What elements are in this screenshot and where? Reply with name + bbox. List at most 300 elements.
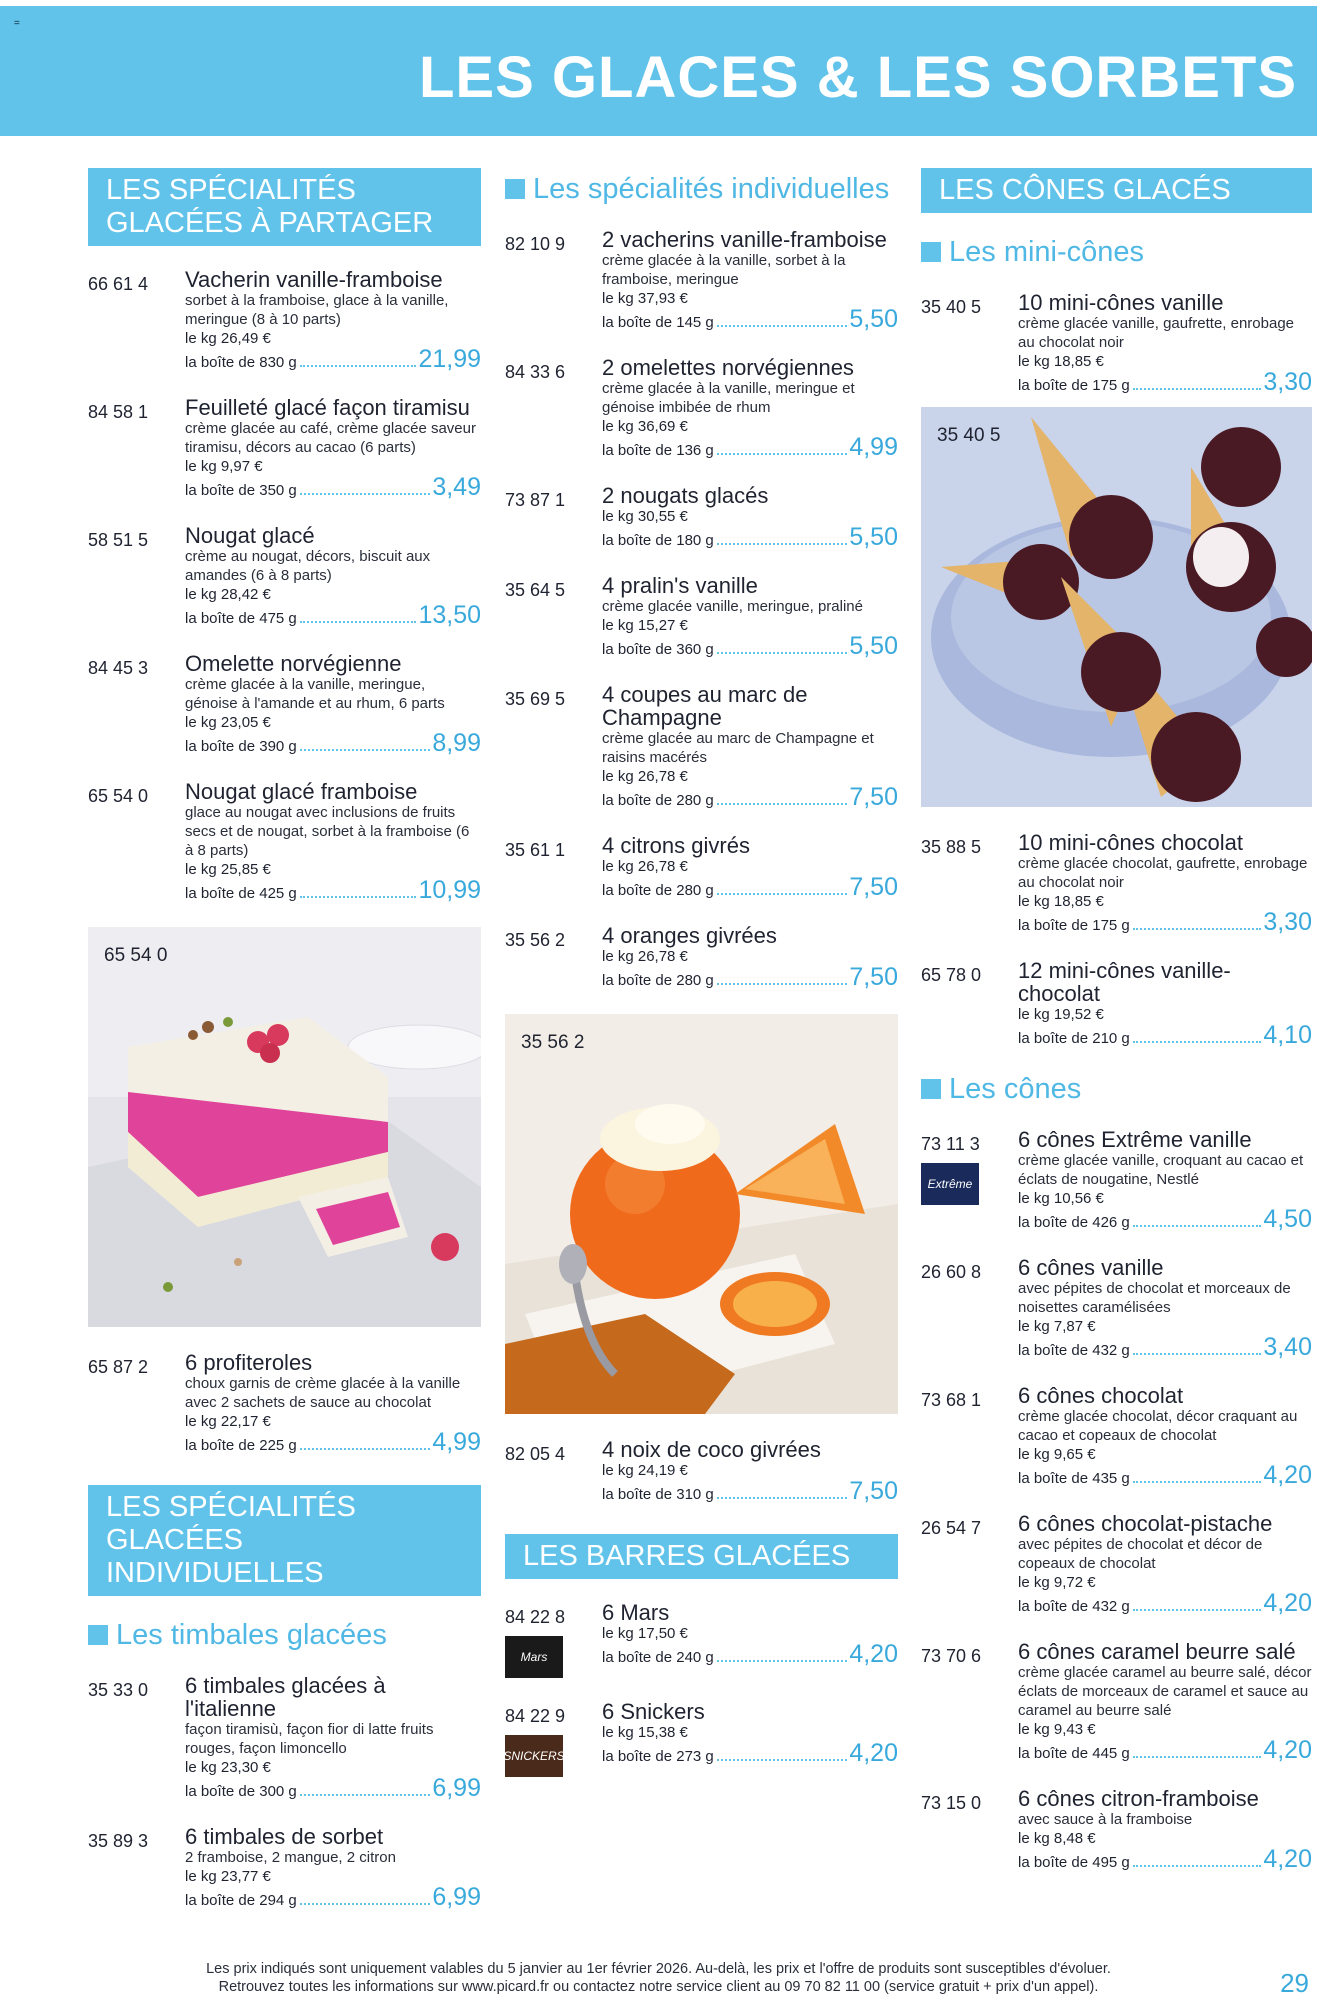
price-per-kg: le kg 15,27 € xyxy=(602,617,688,634)
product-body xyxy=(1018,1512,1312,1618)
dot-leader xyxy=(1133,388,1262,390)
product-code-cell xyxy=(505,683,602,812)
product-name: Vacherin vanille-framboise xyxy=(185,267,443,292)
corner-mark: = xyxy=(14,18,20,29)
product-body xyxy=(602,228,898,334)
bullet-square-icon xyxy=(505,179,525,199)
package-price-line xyxy=(602,632,898,661)
product-item xyxy=(505,683,898,812)
product-item xyxy=(88,1351,481,1457)
package-size: la boîte de 210 g xyxy=(1018,1030,1130,1047)
product-name: Nougat glacé framboise xyxy=(185,779,418,804)
product-price: 4,20 xyxy=(849,1739,898,1767)
price-per-kg: le kg 9,43 € xyxy=(1018,1721,1096,1738)
product-name: 4 citrons givrés xyxy=(602,833,750,858)
price-per-kg: le kg 18,85 € xyxy=(1018,353,1104,370)
product-item xyxy=(921,1384,1312,1490)
dot-leader xyxy=(300,493,431,495)
product-price: 5,50 xyxy=(849,305,898,333)
product-body xyxy=(602,924,898,992)
product-price: 4,20 xyxy=(1263,1845,1312,1873)
product-name: 2 nougats glacés xyxy=(602,483,769,508)
dot-leader xyxy=(717,543,848,545)
product-body xyxy=(185,1825,481,1912)
dot-leader xyxy=(717,1497,848,1499)
price-per-kg: le kg 26,49 € xyxy=(185,330,271,347)
product-price: 6,99 xyxy=(432,1883,481,1911)
product-list-bars xyxy=(505,1601,898,1777)
product-body xyxy=(185,1351,481,1457)
product-code-cell xyxy=(505,574,602,661)
package-price-line xyxy=(1018,1205,1312,1234)
product-body xyxy=(1018,959,1312,1050)
package-size: la boîte de 225 g xyxy=(185,1437,297,1454)
product-body xyxy=(602,484,898,552)
dot-leader xyxy=(300,1794,431,1796)
price-per-kg: le kg 22,17 € xyxy=(185,1413,271,1430)
product-code: 84 45 3 xyxy=(88,658,149,678)
product-list-mini-cones xyxy=(921,831,1312,1050)
price-per-kg: le kg 36,69 € xyxy=(602,418,688,435)
price-per-kg: le kg 19,52 € xyxy=(1018,1006,1104,1023)
product-description: crème glacée caramel au beurre salé, décor éclats de morceaux de caramel et sauce au caramel au beurre salé xyxy=(1018,1664,1312,1719)
dot-leader xyxy=(300,1903,431,1905)
product-item xyxy=(921,1640,1312,1765)
product-name: Nougat glacé xyxy=(185,523,315,548)
product-name: 2 omelettes norvégiennes xyxy=(602,355,854,380)
product-body xyxy=(185,652,481,758)
dot-leader xyxy=(717,325,848,327)
page-number: 29 xyxy=(1280,1968,1309,1998)
product-body xyxy=(1018,1128,1312,1234)
product-price: 4,50 xyxy=(1263,1205,1312,1233)
dot-leader xyxy=(1133,1609,1262,1611)
package-price-line xyxy=(602,523,898,552)
mini-cones-image xyxy=(921,407,1312,807)
orange-givree-image xyxy=(505,1014,898,1414)
product-item xyxy=(921,1512,1312,1618)
product-item xyxy=(88,268,481,374)
package-size: la boîte de 350 g xyxy=(185,482,297,499)
product-code: 35 69 5 xyxy=(505,689,566,709)
product-code: 35 61 1 xyxy=(505,840,566,860)
product-code-cell xyxy=(921,1640,1018,1765)
photo-ref-code: 65 54 0 xyxy=(104,945,168,966)
product-description: choux garnis de crème glacée à la vanille avec 2 sachets de sauce au chocolat xyxy=(185,1375,461,1411)
package-size: la boîte de 310 g xyxy=(602,1486,714,1503)
product-item xyxy=(505,1601,898,1678)
product-body xyxy=(185,524,481,630)
package-size: la boîte de 280 g xyxy=(602,972,714,989)
product-price: 6,99 xyxy=(432,1774,481,1802)
product-item xyxy=(88,396,481,502)
dot-leader xyxy=(1133,1353,1262,1355)
price-per-kg: le kg 9,65 € xyxy=(1018,1446,1096,1463)
product-code: 82 10 9 xyxy=(505,234,566,254)
product-name: 4 pralin's vanille xyxy=(602,573,758,598)
brand-logo: Mars xyxy=(505,1636,563,1678)
package-size: la boîte de 240 g xyxy=(602,1649,714,1666)
product-code-cell xyxy=(921,959,1018,1050)
product-code-cell xyxy=(921,1128,1018,1234)
product-body xyxy=(1018,831,1312,937)
product-code-cell xyxy=(505,924,602,992)
product-name: Omelette norvégienne xyxy=(185,651,402,676)
product-code: 73 68 1 xyxy=(921,1390,982,1410)
product-code: 35 89 3 xyxy=(88,1831,149,1851)
product-price: 4,20 xyxy=(1263,1736,1312,1764)
product-profiteroles xyxy=(88,1351,481,1457)
package-price-line xyxy=(185,1774,481,1803)
product-code: 84 22 9 xyxy=(505,1706,566,1726)
product-description: crème glacée vanille, meringue, praliné xyxy=(602,598,863,615)
product-price: 4,20 xyxy=(849,1640,898,1668)
product-price: 8,99 xyxy=(432,729,481,757)
product-item xyxy=(505,228,898,334)
package-price-line xyxy=(602,873,898,902)
product-price: 10,99 xyxy=(418,876,481,904)
product-name: 2 vacherins vanille-framboise xyxy=(602,227,887,252)
product-code-cell xyxy=(505,1438,602,1506)
product-body xyxy=(602,683,898,812)
product-body xyxy=(602,834,898,902)
package-price-line xyxy=(602,433,898,462)
product-item xyxy=(88,1674,481,1803)
product-description: 2 framboise, 2 mangue, 2 citron xyxy=(185,1849,396,1866)
package-size: la boîte de 145 g xyxy=(602,314,714,331)
product-price: 3,49 xyxy=(432,473,481,501)
product-price: 3,30 xyxy=(1263,368,1312,396)
product-body xyxy=(1018,1640,1312,1765)
product-name: 10 mini-cônes chocolat xyxy=(1018,830,1244,855)
product-name: 6 cônes chocolat xyxy=(1018,1383,1184,1408)
product-code-cell xyxy=(505,356,602,462)
product-name: 6 cônes caramel beurre salé xyxy=(1018,1639,1296,1664)
section-title-shared: LES SPÉCIALITÉS GLACÉES À PARTAGER xyxy=(88,168,481,246)
package-size: la boîte de 475 g xyxy=(185,610,297,627)
section-title-individual: LES SPÉCIALITÉS GLACÉES INDIVIDUELLES xyxy=(88,1485,481,1596)
product-description: crème glacée à la vanille, meringue et génoise imbibée de rhum xyxy=(602,380,855,416)
package-price-line xyxy=(602,963,898,992)
product-code-cell xyxy=(921,291,1018,397)
footer-line-1: Les prix indiqués sont uniquement valables du 5 janvier au 1er février 2026. Au-delà, les prix et l'offre de produits sont susceptibles d'évoluer. xyxy=(206,1961,1111,1977)
product-description: façon tiramisù, façon fior di latte fruits rouges, façon limoncello xyxy=(185,1721,434,1757)
product-body xyxy=(185,1674,481,1803)
photo-ref-code: 35 56 2 xyxy=(521,1032,585,1053)
product-description: crème glacée chocolat, décor craquant au cacao et copeaux de chocolat xyxy=(1018,1408,1298,1444)
product-name: 6 timbales de sorbet xyxy=(185,1824,384,1849)
product-body xyxy=(602,1438,898,1506)
product-price: 4,99 xyxy=(849,433,898,461)
product-name: 6 profiteroles xyxy=(185,1350,313,1375)
product-price: 7,50 xyxy=(849,873,898,901)
package-size: la boîte de 360 g xyxy=(602,641,714,658)
price-per-kg: le kg 26,78 € xyxy=(602,768,688,785)
product-description: crème glacée à la vanille, meringue, génoise à l'amande et au rhum, 6 parts xyxy=(185,676,445,712)
product-description: crème au nougat, décors, biscuit aux amandes (6 à 8 parts) xyxy=(185,548,431,584)
product-body xyxy=(1018,291,1312,397)
price-per-kg: le kg 28,42 € xyxy=(185,586,271,603)
product-price: 5,50 xyxy=(849,523,898,551)
dot-leader xyxy=(717,1660,848,1662)
product-description: sorbet à la framboise, glace à la vanille, meringue (8 à 10 parts) xyxy=(185,292,449,328)
price-per-kg: le kg 8,48 € xyxy=(1018,1830,1096,1847)
product-body xyxy=(185,780,481,905)
price-per-kg: le kg 9,97 € xyxy=(185,458,263,475)
package-size: la boîte de 445 g xyxy=(1018,1745,1130,1762)
product-price: 13,50 xyxy=(418,601,481,629)
product-description: crème glacée au café, crème glacée saveur tiramisu, décors au cacao (6 parts) xyxy=(185,420,476,456)
product-code: 84 22 8 xyxy=(505,1607,566,1627)
price-per-kg: le kg 23,30 € xyxy=(185,1759,271,1776)
price-per-kg: le kg 25,85 € xyxy=(185,861,271,878)
nougat-framboise-image xyxy=(88,927,481,1327)
product-price: 4,20 xyxy=(1263,1461,1312,1489)
price-per-kg: le kg 15,38 € xyxy=(602,1724,688,1741)
price-per-kg: le kg 23,77 € xyxy=(185,1868,271,1885)
product-item xyxy=(921,1128,1312,1234)
product-code: 35 56 2 xyxy=(505,930,566,950)
product-item xyxy=(88,652,481,758)
product-code-cell xyxy=(505,228,602,334)
product-name: Feuilleté glacé façon tiramisu xyxy=(185,395,470,420)
package-price-line xyxy=(1018,1736,1312,1765)
product-name: 6 cônes Extrême vanille xyxy=(1018,1127,1252,1152)
product-description: crème glacée vanille, gaufrette, enrobage au chocolat noir xyxy=(1018,315,1295,351)
product-price: 3,30 xyxy=(1263,908,1312,936)
package-size: la boîte de 175 g xyxy=(1018,917,1130,934)
product-name: 6 cônes vanille xyxy=(1018,1255,1164,1280)
photo-orange-givree xyxy=(505,1014,898,1414)
product-list-individual xyxy=(505,228,898,992)
package-size: la boîte de 180 g xyxy=(602,532,714,549)
product-item xyxy=(88,1825,481,1912)
product-code: 73 87 1 xyxy=(505,490,566,510)
product-code: 66 61 4 xyxy=(88,274,149,294)
package-size: la boîte de 273 g xyxy=(602,1748,714,1765)
package-price-line xyxy=(602,1640,898,1669)
dot-leader xyxy=(1133,1041,1262,1043)
product-code-cell xyxy=(921,1512,1018,1618)
brand-logo: SNICKERS xyxy=(505,1735,563,1777)
product-code-cell xyxy=(505,1700,602,1777)
package-price-line xyxy=(602,1739,898,1768)
column-middle xyxy=(505,168,898,1799)
product-code-cell xyxy=(505,834,602,902)
product-code-cell xyxy=(921,831,1018,937)
product-name: 6 Snickers xyxy=(602,1699,705,1724)
product-code-cell xyxy=(88,652,185,758)
package-size: la boîte de 280 g xyxy=(602,792,714,809)
product-body xyxy=(602,1601,898,1678)
product-noix-coco xyxy=(505,1438,898,1506)
product-name: 6 Mars xyxy=(602,1600,670,1625)
product-body xyxy=(602,356,898,462)
product-code: 65 78 0 xyxy=(921,965,982,985)
price-per-kg: le kg 26,78 € xyxy=(602,858,688,875)
dot-leader xyxy=(300,1448,431,1450)
product-code: 73 11 3 xyxy=(921,1134,980,1154)
column-right xyxy=(921,168,1312,1896)
subtitle-timbales xyxy=(88,1618,481,1652)
dot-leader xyxy=(1133,1481,1262,1483)
dot-leader xyxy=(300,749,431,751)
dot-leader xyxy=(1133,1865,1262,1867)
dot-leader xyxy=(717,983,848,985)
subtitle-mini-cones xyxy=(921,235,1312,269)
photo-nougat-framboise xyxy=(88,927,481,1327)
photo-ref-code: 35 40 5 xyxy=(937,425,1001,446)
product-body xyxy=(185,268,481,374)
subtitle-mini-cones-label: Les mini-cônes xyxy=(949,236,1145,268)
product-mini-cones-vanille xyxy=(921,291,1312,397)
package-price-line xyxy=(602,1477,898,1506)
product-code-cell xyxy=(88,780,185,905)
dot-leader xyxy=(300,365,417,367)
subtitle-individual-label: Les spécialités individuelles xyxy=(533,173,890,205)
product-item xyxy=(921,959,1312,1050)
product-body xyxy=(602,1700,898,1777)
product-item xyxy=(505,834,898,902)
product-code: 65 87 2 xyxy=(88,1357,149,1377)
package-size: la boîte de 294 g xyxy=(185,1892,297,1909)
dot-leader xyxy=(717,803,848,805)
package-price-line xyxy=(185,345,481,374)
package-price-line xyxy=(1018,368,1312,397)
dot-leader xyxy=(300,621,417,623)
product-price: 21,99 xyxy=(418,345,481,373)
product-list-cones xyxy=(921,1128,1312,1874)
product-price: 7,50 xyxy=(849,963,898,991)
brand-logo: Extrême xyxy=(921,1163,979,1205)
header-banner xyxy=(0,6,1317,136)
dot-leader xyxy=(717,893,848,895)
package-size: la boîte de 435 g xyxy=(1018,1470,1130,1487)
dot-leader xyxy=(300,896,417,898)
product-item xyxy=(505,574,898,661)
product-body xyxy=(1018,1256,1312,1362)
package-size: la boîte de 175 g xyxy=(1018,377,1130,394)
product-name: 6 timbales glacées à l'italienne xyxy=(185,1673,386,1721)
product-code: 35 88 5 xyxy=(921,837,982,857)
product-item xyxy=(505,924,898,992)
product-code-cell xyxy=(505,484,602,552)
price-per-kg: le kg 24,19 € xyxy=(602,1462,688,1479)
dot-leader xyxy=(717,453,848,455)
product-code: 26 60 8 xyxy=(921,1262,982,1282)
product-code-cell xyxy=(88,396,185,502)
package-price-line xyxy=(1018,1021,1312,1050)
package-price-line xyxy=(1018,1461,1312,1490)
package-price-line xyxy=(1018,1589,1312,1618)
product-code: 84 58 1 xyxy=(88,402,149,422)
product-code: 35 64 5 xyxy=(505,580,566,600)
package-size: la boîte de 426 g xyxy=(1018,1214,1130,1231)
product-code: 82 05 4 xyxy=(505,1444,566,1464)
product-item xyxy=(505,1700,898,1777)
product-price: 4,10 xyxy=(1263,1021,1312,1049)
product-item xyxy=(505,356,898,462)
product-description: avec pépites de chocolat et décor de copeaux de chocolat xyxy=(1018,1536,1263,1572)
product-code-cell xyxy=(88,1674,185,1803)
product-price: 4,99 xyxy=(432,1428,481,1456)
product-body xyxy=(1018,1384,1312,1490)
price-per-kg: le kg 37,93 € xyxy=(602,290,688,307)
package-price-line xyxy=(185,601,481,630)
price-per-kg: le kg 26,78 € xyxy=(602,948,688,965)
product-description: avec pépites de chocolat et morceaux de noisettes caramélisées xyxy=(1018,1280,1291,1316)
product-item xyxy=(505,484,898,552)
product-description: crème glacée chocolat, gaufrette, enrobage au chocolat noir xyxy=(1018,855,1308,891)
package-size: la boîte de 495 g xyxy=(1018,1854,1130,1871)
package-price-line xyxy=(185,1883,481,1912)
subtitle-cones-label: Les cônes xyxy=(949,1073,1082,1105)
package-size: la boîte de 432 g xyxy=(1018,1342,1130,1359)
product-code: 65 54 0 xyxy=(88,786,149,806)
product-item xyxy=(88,780,481,905)
product-item xyxy=(505,1438,898,1506)
column-left xyxy=(88,168,481,1934)
product-body xyxy=(1018,1787,1312,1874)
bullet-square-icon xyxy=(921,1079,941,1099)
product-name: 4 oranges givrées xyxy=(602,923,777,948)
dot-leader xyxy=(717,652,848,654)
package-size: la boîte de 432 g xyxy=(1018,1598,1130,1615)
product-description: crème glacée à la vanille, sorbet à la framboise, meringue xyxy=(602,252,846,288)
product-code-cell xyxy=(88,1825,185,1912)
price-per-kg: le kg 17,50 € xyxy=(602,1625,688,1642)
product-price: 5,50 xyxy=(849,632,898,660)
product-item xyxy=(921,1256,1312,1362)
package-price-line xyxy=(185,729,481,758)
product-body xyxy=(185,396,481,502)
product-description: crème glacée vanille, croquant au cacao et éclats de nougatine, Nestlé xyxy=(1018,1152,1304,1188)
product-code: 35 33 0 xyxy=(88,1680,149,1700)
product-code-cell xyxy=(921,1787,1018,1874)
product-name: 6 cônes chocolat-pistache xyxy=(1018,1511,1273,1536)
product-code: 26 54 7 xyxy=(921,1518,982,1538)
dot-leader xyxy=(1133,1225,1262,1227)
product-code: 35 40 5 xyxy=(921,297,982,317)
subtitle-cones xyxy=(921,1072,1312,1106)
package-size: la boîte de 280 g xyxy=(602,882,714,899)
product-code: 73 15 0 xyxy=(921,1793,982,1813)
product-list-timbales xyxy=(88,1674,481,1912)
dot-leader xyxy=(717,1759,848,1761)
footer-legal xyxy=(0,1960,1317,1996)
package-price-line xyxy=(1018,908,1312,937)
product-body xyxy=(602,574,898,661)
package-size: la boîte de 390 g xyxy=(185,738,297,755)
package-size: la boîte de 136 g xyxy=(602,442,714,459)
dot-leader xyxy=(1133,1756,1262,1758)
product-price: 7,50 xyxy=(849,1477,898,1505)
product-code: 73 70 6 xyxy=(921,1646,982,1666)
package-price-line xyxy=(602,305,898,334)
product-code-cell xyxy=(921,1384,1018,1490)
package-size: la boîte de 830 g xyxy=(185,354,297,371)
price-per-kg: le kg 9,72 € xyxy=(1018,1574,1096,1591)
product-name: 10 mini-cônes vanille xyxy=(1018,290,1224,315)
footer-line-2: Retrouvez toutes les informations sur www.picard.fr ou contactez notre service client au 09 70 82 11 00 (service gratuit + prix d'un appel). xyxy=(218,1979,1099,1995)
product-description: avec sauce à la framboise xyxy=(1018,1811,1193,1828)
product-name: 12 mini-cônes vanille-chocolat xyxy=(1018,958,1231,1006)
package-size: la boîte de 425 g xyxy=(185,885,297,902)
product-code-cell xyxy=(88,268,185,374)
price-per-kg: le kg 18,85 € xyxy=(1018,893,1104,910)
product-code-cell xyxy=(88,1351,185,1457)
bullet-square-icon xyxy=(921,242,941,262)
